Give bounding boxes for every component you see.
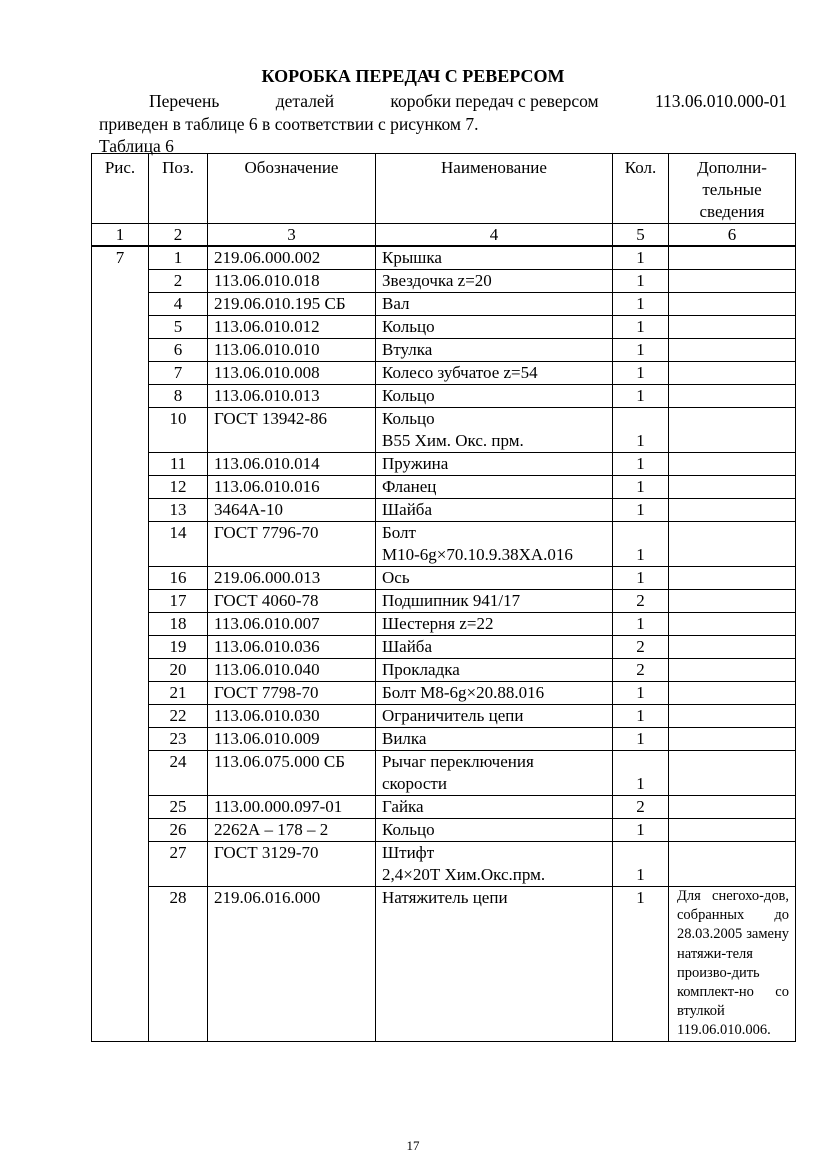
column-number: 6 xyxy=(669,224,796,247)
cell-position: 14 xyxy=(149,522,208,567)
name-line-1: Штифт xyxy=(382,843,435,862)
name-line-1: Кольцо xyxy=(382,409,435,428)
parts-table xyxy=(91,153,796,1042)
cell-name: Вал xyxy=(376,293,613,316)
cell-extra xyxy=(669,796,796,819)
cell-extra xyxy=(669,567,796,590)
cell-name: Шестерня z=22 xyxy=(376,613,613,636)
cell-position: 7 xyxy=(149,362,208,385)
cell-name: Кольцо xyxy=(376,385,613,408)
cell-position: 1 xyxy=(149,246,208,270)
cell-quantity: 1 xyxy=(613,567,669,590)
name-line-1: Болт xyxy=(382,523,416,542)
table-row xyxy=(92,270,796,293)
table-row xyxy=(92,339,796,362)
table-row xyxy=(92,362,796,385)
column-number-row xyxy=(92,224,796,247)
page-number: 17 xyxy=(406,1138,420,1153)
table-row xyxy=(92,476,796,499)
cell-extra xyxy=(669,246,796,270)
name-line-2: скорости xyxy=(382,774,447,793)
table-row xyxy=(92,887,796,1042)
cell-designation: ГОСТ 4060-78 xyxy=(208,590,376,613)
cell-position: 27 xyxy=(149,842,208,887)
cell-position: 5 xyxy=(149,316,208,339)
cell-designation: 113.00.000.097-01 xyxy=(208,796,376,819)
cell-figure: 7 xyxy=(92,246,149,1041)
cell-extra xyxy=(669,499,796,522)
cell-name xyxy=(376,408,613,453)
cell-designation: 113.06.010.018 xyxy=(208,270,376,293)
cell-position: 11 xyxy=(149,453,208,476)
cell-extra xyxy=(669,705,796,728)
cell-extra xyxy=(669,659,796,682)
header-qty: Кол. xyxy=(613,154,669,224)
cell-name: Подшипник 941/17 xyxy=(376,590,613,613)
cell-quantity xyxy=(613,842,669,887)
header-designation: Обозначение xyxy=(208,154,376,224)
cell-designation: ГОСТ 13942-86 xyxy=(208,408,376,453)
cell-name: Натяжитель цепи xyxy=(376,887,613,1042)
intro-line-2: приведен в таблице 6 в соответствии с рисунком 7. xyxy=(99,114,479,134)
column-number: 1 xyxy=(92,224,149,247)
cell-name: Гайка xyxy=(376,796,613,819)
cell-position: 21 xyxy=(149,682,208,705)
quantity-value: 1 xyxy=(636,431,645,450)
cell-position: 6 xyxy=(149,339,208,362)
cell-extra xyxy=(669,385,796,408)
cell-name: Болт М8-6g×20.88.016 xyxy=(376,682,613,705)
document-title: КОРОБКА ПЕРЕДАЧ С РЕВЕРСОМ xyxy=(261,66,565,86)
cell-position: 18 xyxy=(149,613,208,636)
table-row xyxy=(92,293,796,316)
cell-position: 24 xyxy=(149,751,208,796)
quantity-value: 1 xyxy=(636,865,645,884)
cell-name: Втулка xyxy=(376,339,613,362)
cell-quantity: 1 xyxy=(613,339,669,362)
cell-extra xyxy=(669,842,796,887)
cell-extra xyxy=(669,316,796,339)
table-row xyxy=(92,590,796,613)
cell-quantity: 1 xyxy=(613,728,669,751)
cell-quantity: 1 xyxy=(613,270,669,293)
name-line-2: М10-6g×70.10.9.38ХА.016 xyxy=(382,545,573,564)
cell-extra xyxy=(669,453,796,476)
column-number: 4 xyxy=(376,224,613,247)
table-row xyxy=(92,316,796,339)
cell-extra xyxy=(669,590,796,613)
cell-position: 20 xyxy=(149,659,208,682)
header-fig: Рис. xyxy=(92,154,149,224)
cell-extra xyxy=(669,293,796,316)
cell-extra xyxy=(669,270,796,293)
cell-designation: 113.06.010.030 xyxy=(208,705,376,728)
cell-quantity: 1 xyxy=(613,362,669,385)
cell-position: 23 xyxy=(149,728,208,751)
cell-designation: 113.06.010.012 xyxy=(208,316,376,339)
cell-extra xyxy=(669,339,796,362)
cell-name: Шайба xyxy=(376,499,613,522)
cell-extra xyxy=(669,522,796,567)
name-line-2: 2,4×20Т Хим.Окс.прм. xyxy=(382,865,546,884)
name-line-1: Рычаг переключения xyxy=(382,752,534,771)
cell-position: 22 xyxy=(149,705,208,728)
cell-position: 10 xyxy=(149,408,208,453)
quantity-value: 1 xyxy=(636,774,645,793)
cell-extra xyxy=(669,408,796,453)
cell-designation: 113.06.010.009 xyxy=(208,728,376,751)
cell-designation: 3464А-10 xyxy=(208,499,376,522)
cell-name: Ограничитель цепи xyxy=(376,705,613,728)
cell-extra xyxy=(669,613,796,636)
cell-designation: 113.06.075.000 СБ xyxy=(208,751,376,796)
cell-extra xyxy=(669,362,796,385)
cell-designation: ГОСТ 7796-70 xyxy=(208,522,376,567)
table-row xyxy=(92,751,796,796)
cell-position: 8 xyxy=(149,385,208,408)
table-row xyxy=(92,682,796,705)
cell-designation: 113.06.010.040 xyxy=(208,659,376,682)
table-row xyxy=(92,385,796,408)
intro-line-1 xyxy=(99,90,787,113)
cell-extra xyxy=(669,819,796,842)
cell-quantity: 1 xyxy=(613,453,669,476)
cell-quantity xyxy=(613,751,669,796)
cell-name: Прокладка xyxy=(376,659,613,682)
table-row xyxy=(92,636,796,659)
cell-designation: 113.06.010.008 xyxy=(208,362,376,385)
cell-name: Кольцо xyxy=(376,316,613,339)
table-row xyxy=(92,796,796,819)
cell-designation: 219.06.010.195 СБ xyxy=(208,293,376,316)
intro-word: деталей xyxy=(275,91,335,111)
cell-extra xyxy=(669,682,796,705)
table-row xyxy=(92,728,796,751)
cell-name: Крышка xyxy=(376,246,613,270)
cell-position: 28 xyxy=(149,887,208,1042)
column-number: 2 xyxy=(149,224,208,247)
cell-quantity: 1 xyxy=(613,682,669,705)
cell-extra xyxy=(669,636,796,659)
cell-quantity: 2 xyxy=(613,590,669,613)
cell-designation: 2262А – 178 – 2 xyxy=(208,819,376,842)
cell-quantity: 2 xyxy=(613,659,669,682)
cell-designation: ГОСТ 7798-70 xyxy=(208,682,376,705)
cell-quantity xyxy=(613,408,669,453)
table-row xyxy=(92,246,796,270)
table-row xyxy=(92,567,796,590)
cell-designation: 219.06.000.013 xyxy=(208,567,376,590)
table-row xyxy=(92,705,796,728)
table-header-row xyxy=(92,154,796,224)
table-row xyxy=(92,613,796,636)
cell-quantity: 1 xyxy=(613,246,669,270)
table-row xyxy=(92,408,796,453)
table-row xyxy=(92,499,796,522)
cell-name: Колесо зубчатое z=54 xyxy=(376,362,613,385)
table-caption: Таблица 6 xyxy=(99,136,174,156)
quantity-value: 1 xyxy=(636,545,645,564)
cell-designation: 113.06.010.014 xyxy=(208,453,376,476)
cell-quantity: 1 xyxy=(613,293,669,316)
cell-name: Пружина xyxy=(376,453,613,476)
cell-name: Кольцо xyxy=(376,819,613,842)
cell-quantity: 2 xyxy=(613,796,669,819)
cell-designation: 113.06.010.013 xyxy=(208,385,376,408)
table-row xyxy=(92,659,796,682)
cell-quantity: 1 xyxy=(613,476,669,499)
cell-designation: 219.06.000.002 xyxy=(208,246,376,270)
cell-quantity xyxy=(613,522,669,567)
cell-position: 2 xyxy=(149,270,208,293)
intro-word: 113.06.010.000-01 xyxy=(654,91,787,111)
intro-word: Перечень xyxy=(149,91,220,111)
cell-designation: 113.06.010.010 xyxy=(208,339,376,362)
header-name: Наименование xyxy=(376,154,613,224)
cell-name: Шайба xyxy=(376,636,613,659)
cell-designation: 113.06.010.007 xyxy=(208,613,376,636)
cell-extra xyxy=(669,728,796,751)
cell-quantity: 1 xyxy=(613,316,669,339)
cell-quantity: 1 xyxy=(613,613,669,636)
header-pos: Поз. xyxy=(149,154,208,224)
cell-designation: 113.06.010.016 xyxy=(208,476,376,499)
cell-designation: 113.06.010.036 xyxy=(208,636,376,659)
table-row xyxy=(92,453,796,476)
cell-quantity: 1 xyxy=(613,819,669,842)
cell-quantity: 1 xyxy=(613,705,669,728)
table-row xyxy=(92,819,796,842)
table-row xyxy=(92,522,796,567)
header-extra: Дополни-тельные сведения xyxy=(669,154,796,224)
cell-position: 25 xyxy=(149,796,208,819)
cell-position: 4 xyxy=(149,293,208,316)
intro-word: коробки передач с реверсом xyxy=(390,91,599,111)
cell-quantity: 1 xyxy=(613,887,669,1042)
cell-name xyxy=(376,842,613,887)
cell-name: Вилка xyxy=(376,728,613,751)
cell-position: 16 xyxy=(149,567,208,590)
cell-designation: 219.06.016.000 xyxy=(208,887,376,1042)
cell-extra: Для снегохо-дов, собранных до 28.03.2005 замену натяжи-теля произво-дить комплект-но со втулкой 119.06.010.006. xyxy=(669,887,796,1042)
cell-quantity: 1 xyxy=(613,499,669,522)
cell-extra xyxy=(669,476,796,499)
cell-position: 26 xyxy=(149,819,208,842)
column-number: 5 xyxy=(613,224,669,247)
cell-extra xyxy=(669,751,796,796)
intro-paragraph xyxy=(99,90,787,136)
cell-position: 17 xyxy=(149,590,208,613)
cell-name: Звездочка z=20 xyxy=(376,270,613,293)
name-line-2: В55 Хим. Окс. прм. xyxy=(382,431,524,450)
cell-name: Фланец xyxy=(376,476,613,499)
table-row xyxy=(92,842,796,887)
cell-name: Ось xyxy=(376,567,613,590)
cell-position: 19 xyxy=(149,636,208,659)
cell-quantity: 2 xyxy=(613,636,669,659)
cell-position: 13 xyxy=(149,499,208,522)
cell-quantity: 1 xyxy=(613,385,669,408)
cell-designation: ГОСТ 3129-70 xyxy=(208,842,376,887)
column-number: 3 xyxy=(208,224,376,247)
cell-name xyxy=(376,751,613,796)
cell-name xyxy=(376,522,613,567)
cell-position: 12 xyxy=(149,476,208,499)
